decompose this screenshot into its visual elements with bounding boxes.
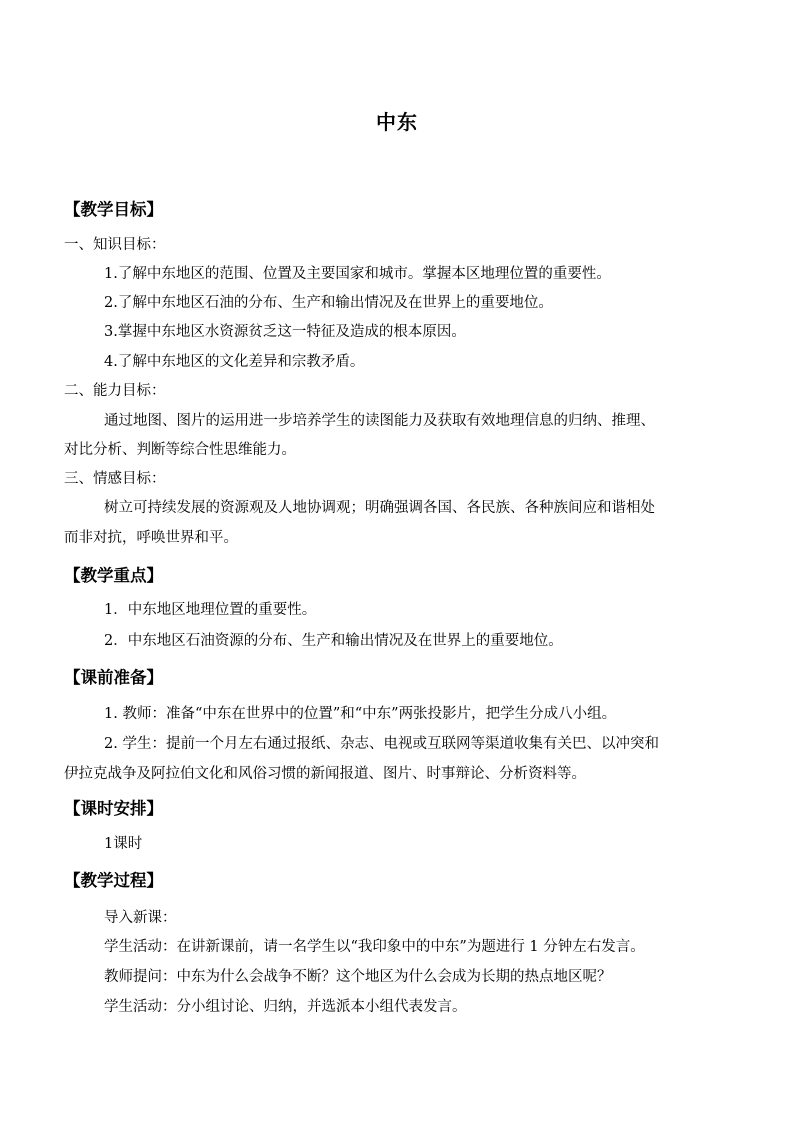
ability-text: 通过地图、图片的运用进一步培养学生的读图能力及获取有效地理信息的归纳、推理、 — [104, 413, 655, 429]
section-heading-key-points: 【教学重点】 — [64, 566, 163, 585]
document-title: 中东 — [376, 110, 418, 134]
ability-label: 二、能力目标： — [64, 383, 166, 399]
section-heading-preparation: 【课前准备】 — [64, 668, 163, 687]
knowledge-label: 一、知识目标： — [64, 237, 166, 253]
key-point-item: 2．中东地区石油资源的分布、生产和输出情况及在世界上的重要地位。 — [104, 633, 563, 649]
section-heading-objectives: 【教学目标】 — [64, 200, 163, 219]
knowledge-item: 1.了解中东地区的范围、位置及主要国家和城市。掌握本区地理位置的重要性。 — [104, 266, 611, 282]
process-line: 教师提问：中东为什么会战争不断？这个地区为什么会成为长期的热点地区呢？ — [104, 969, 612, 985]
emotion-text: 树立可持续发展的资源观及人地协调观；明确强调各国、各民族、各种族间应和谐相处 — [104, 500, 655, 516]
process-line: 学生活动：分小组讨论、归纳，并选派本小组代表发言。 — [104, 999, 467, 1015]
knowledge-item: 4.了解中东地区的文化差异和宗教矛盾。 — [104, 354, 365, 370]
knowledge-item: 3.掌握中东地区水资源贫乏这一特征及造成的根本原因。 — [104, 324, 466, 340]
knowledge-item: 2.了解中东地区石油的分布、生产和输出情况及在世界上的重要地位。 — [104, 295, 553, 311]
preparation-item: 1. 教师：准备“中东在世界中的位置”和“中东”两张投影片，把学生分成八小组。 — [104, 706, 617, 722]
key-point-item: 1．中东地区地理位置的重要性。 — [104, 602, 317, 618]
preparation-item: 2. 学生：提前一个月左右通过报纸、杂志、电视或互联网等渠道收集有关巴、以冲突和 — [104, 736, 659, 752]
emotion-text-cont: 而非对抗，呼唤世界和平。 — [64, 530, 238, 546]
process-line: 学生活动：在讲新课前，请一名学生以“我印象中的中东”为题进行 1 分钟左右发言。 — [104, 939, 645, 955]
ability-text-cont: 对比分析、判断等综合性思维能力。 — [64, 442, 296, 458]
process-line: 导入新课： — [104, 910, 177, 926]
section-heading-schedule: 【课时安排】 — [64, 799, 163, 818]
preparation-item-cont: 伊拉克战争及阿拉伯文化和风俗习惯的新闻报道、图片、时事辩论、分析资料等。 — [64, 766, 586, 782]
emotion-label: 三、情感目标： — [64, 471, 166, 487]
section-heading-process: 【教学过程】 — [64, 871, 163, 890]
schedule-text: 1课时 — [104, 836, 143, 852]
